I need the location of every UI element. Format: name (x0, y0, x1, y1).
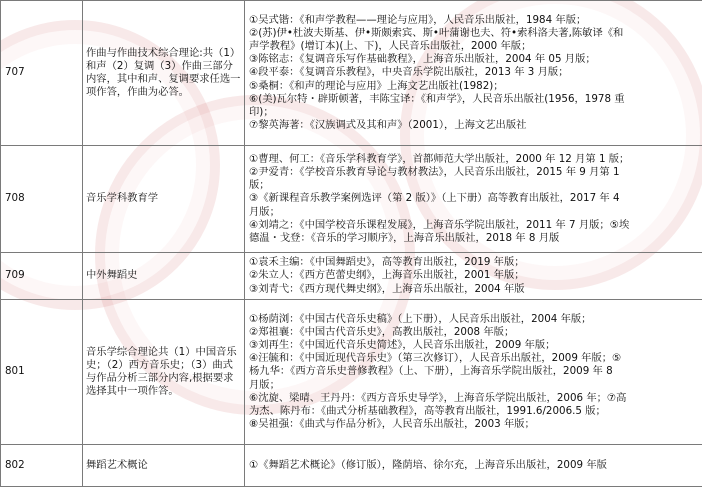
table-row (1, 445, 702, 487)
reference-item: ②尹爱青：《学校音乐教育导论与教材教法》，人民音乐出版社，2015 年 9 月第 1 (249, 165, 620, 178)
reference-item: ②郑祖襄：《中国古代音乐史》，高教出版社，2008 年版； (249, 325, 515, 338)
reference-list (245, 253, 702, 300)
reference-item: 声学教程》(增订本)(上、下)，人民音乐出版社，2000 年版； (249, 39, 532, 52)
reference-item: 为杰、陈丹布：《曲式分析基础教程》，高等教育出版社，1991.6/2006.5 版； (249, 405, 606, 417)
reference-item: ③陈铭志：《复调音乐写作基础教程》，上海音乐出版社，2004 年 05 月版； (249, 53, 596, 66)
reference-item: ⑥(美)瓦尔特・辟斯顿著，丰陈宝译：《和声学》，人民音乐出版社(1956，1978 重 (249, 92, 625, 105)
subject-name: 舞蹈艺术概论 (83, 445, 245, 487)
reference-item: ③刘青弋：《西方现代舞史纲》，上海音乐出版社，2004 年版 (249, 282, 525, 295)
table-row (1, 146, 702, 253)
reference-item: ①《舞蹈艺术概论》（修订版），隆荫培、徐尔充，上海音乐出版社，2009 年版 (249, 458, 607, 471)
reference-item: ④汪毓和：《中国近现代音乐史》（第三次修订），人民音乐出版社，2009 年版；⑤ (249, 352, 622, 365)
reference-item: 德温・戈登：《音乐的学习顺序》，上海音乐出版社，2018 年 8 月版 (249, 232, 560, 244)
reference-item: ①袁禾主编：《中国舞蹈史》，高等教育出版社，2019 年版； (249, 256, 525, 269)
subject-code: 708 (1, 146, 83, 253)
reference-item: ⑦黎英海著：《汉族调式及其和声》（2001），上海文艺出版社 (249, 119, 527, 132)
reference-list (245, 445, 702, 487)
subject-code: 801 (1, 300, 83, 445)
subject-name: 音乐学综合理论共（1）中国音乐史；（2）西方音乐史；（3）曲式与作品分析三部分内容,根据要求选择其中一项作答。 (83, 300, 245, 445)
reference-item: 版； (249, 179, 270, 192)
reference-item: ⑧吴祖强：《曲式与作品分析》，人民音乐出版社，2003 年版； (249, 418, 535, 431)
reference-item: ①吴式锴：《和声学教程——理论与应用》，人民音乐出版社，1984 年版； (249, 13, 587, 26)
reference-item: ②(苏)伊•杜波夫斯基、伊•斯颇索宾、斯•叶蒲谢也夫、符•索科洛夫著,陈敏译《和 (249, 26, 624, 39)
reference-item: 月版； (249, 378, 280, 391)
reference-item: 印)； (249, 106, 274, 118)
subject-code: 802 (1, 445, 83, 487)
reference-item: ④段平泰：《复调音乐教程》，中央音乐学院出版社，2013 年 3 月版； (249, 66, 569, 79)
reference-item: ②朱立人：《西方芭蕾史纲》，上海音乐出版社，2001 年版； (249, 269, 525, 282)
reference-item: ③刘再生：《中国近代音乐史简述》，人民音乐出版社，2009 年版； (249, 338, 556, 351)
subject-name: 中外舞蹈史 (83, 253, 245, 300)
subject-name: 作曲与作曲技术综合理论:共（1）和声（2）复调（3）作曲三部分内容，其中和声、复调要求任选一项作答，作曲为必答。 (83, 1, 245, 146)
reference-item: 杨九华：《西方音乐史普修教程》（上、下册），上海音乐学院出版社，2009 年 8 (249, 365, 613, 378)
reference-list (245, 1, 702, 146)
reference-item: ⑥沈旋、梁晴、王丹丹：《西方音乐史导学》，上海音乐学院出版社，2006 年；⑦高 (249, 391, 627, 404)
reference-item: ⑤桑桐：《和声的理论与应用》上海文艺出版社(1982)； (249, 79, 504, 92)
subject-code: 707 (1, 1, 83, 146)
table-row (1, 300, 702, 445)
reference-item: ①杨荫浏：《中国古代音乐史稿》（上下册），人民音乐出版社，2004 年版； (249, 312, 592, 325)
reference-item: ④刘靖之：《中国学校音乐课程发展》，上海音乐学院出版社，2011 年 7 月版；⑤埃 (249, 218, 630, 231)
reference-item: 月版； (249, 205, 280, 218)
reference-list (245, 300, 702, 445)
subject-name: 音乐学科教育学 (83, 146, 245, 253)
table-row (1, 253, 702, 300)
reference-list (245, 146, 702, 253)
subject-code: 709 (1, 253, 83, 300)
reference-item: ③《新课程音乐教学案例选评（第 2 版）》（上下册）高等教育出版社，2017 年 4 (249, 192, 620, 205)
reference-item: ①曹理、何工：《音乐学科教育学》，首都师范大学出版社，2000 年 12 月第 1 版； (249, 152, 630, 165)
table-row (1, 1, 702, 146)
